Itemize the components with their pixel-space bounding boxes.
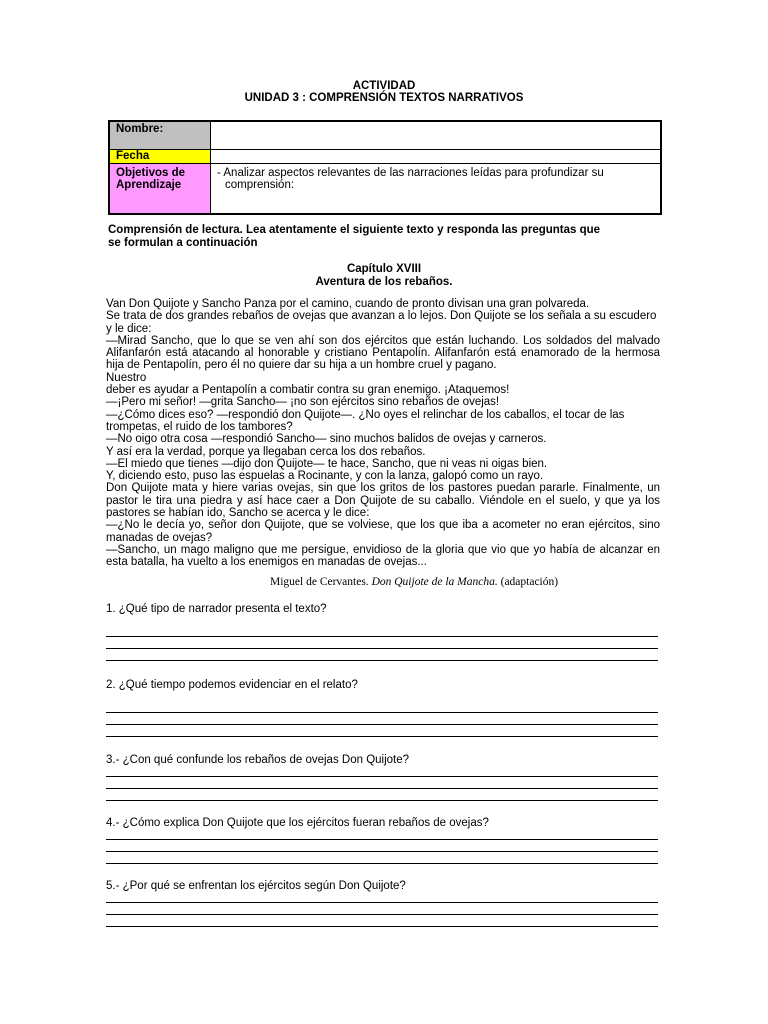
answer-line[interactable]	[106, 800, 658, 801]
answer-line[interactable]	[106, 648, 658, 649]
answer-line[interactable]	[106, 788, 658, 789]
chapter-subtitle: Aventura de los rebaños.	[315, 276, 453, 288]
question-3: 3.- ¿Con qué confunde los rebaños de ovejas Don Quijote?	[106, 754, 410, 766]
answer-line[interactable]	[106, 914, 658, 915]
answer-line[interactable]	[106, 724, 658, 725]
answer-line[interactable]	[106, 660, 658, 661]
student-info-table	[108, 120, 662, 215]
objectives-label-line2: Aprendizaje	[116, 179, 182, 191]
objectives-text-line1: - Analizar aspectos relevantes de las narraciones leídas para profundizar su	[217, 167, 604, 179]
answer-line[interactable]	[106, 926, 658, 927]
answer-line[interactable]	[106, 636, 658, 637]
instructions-line1: Comprensión de lectura. Lea atentamente el siguiente texto y responda las preguntas que	[108, 224, 601, 236]
citation-author: Miguel de Cervantes.	[270, 576, 369, 588]
objectives-label-line1: Objetivos de	[116, 167, 186, 179]
answer-line[interactable]	[106, 851, 658, 852]
instructions-line2: se formulan a continuación	[108, 237, 258, 249]
story-paragraph: —¿Cómo dices eso? —respondió don Quijote—. ¿No oyes el relinchar de los caballos, el tocar de las trompetas, el ruido de los tambores?	[106, 408, 625, 433]
question-5: 5.- ¿Por qué se enfrentan los ejércitos según Don Quijote?	[106, 880, 406, 892]
reading-instructions	[108, 224, 664, 250]
story-paragraph: —El miedo que tienes —dijo don Quijote— te hace, Sancho, que ni veas ni oigas bien.	[106, 457, 548, 470]
answer-lines-1[interactable]	[106, 636, 658, 672]
story-paragraph: Nuestro	[106, 371, 147, 384]
date-label: Fecha	[109, 150, 211, 164]
story-text	[106, 298, 660, 569]
story-paragraph: Se trata de dos grandes rebaños de ovejas que avanzan a lo lejos. Don Quijote se los señala a su escudero y le dice:	[106, 310, 657, 335]
worksheet-title: ACTIVIDAD	[352, 80, 416, 92]
objectives-label	[109, 164, 211, 215]
date-field[interactable]	[211, 150, 662, 164]
question-2: 2. ¿Qué tiempo podemos evidenciar en el relato?	[106, 679, 358, 691]
answer-line[interactable]	[106, 902, 658, 903]
story-paragraph: —Mirad Sancho, que lo que se ven ahí son dos ejércitos que están luchando. Los soldados del malvado Alifanfarón está atacando al honorable y cristiano Pentapolín. Alifanfarón está enamorado de la hermosa hija de Pentapolín, pero él no quiere dar su hija a un hombre cruel y pagano.	[106, 334, 660, 372]
answer-lines-5[interactable]	[106, 902, 658, 938]
citation-note: (adaptación)	[500, 576, 559, 588]
story-paragraph: Don Quijote mata y hiere varias ovejas, sin que los gritos de los pastores puedan pararle. Finalmente, un pastor le tira una piedra y así hace caer a Don Quijote de su caballo. Viéndole en el suelo, y que ya los pastores se habían ido, Sancho se acerca y le dice:	[106, 482, 660, 520]
answer-lines-3[interactable]	[106, 776, 658, 812]
answer-line[interactable]	[106, 736, 658, 737]
chapter-title: Capítulo XVIII	[346, 263, 422, 275]
name-field[interactable]	[211, 121, 662, 150]
answer-lines-4[interactable]	[106, 839, 658, 875]
story-paragraph: Van Don Quijote y Sancho Panza por el camino, cuando de pronto divisan una gran polvareda.	[106, 298, 590, 310]
answer-line[interactable]	[106, 863, 658, 864]
question-4: 4.- ¿Cómo explica Don Quijote que los ejércitos fueran rebaños de ovejas?	[106, 817, 489, 829]
objectives-text	[211, 164, 662, 215]
name-label: Nombre:	[109, 121, 211, 150]
worksheet-subtitle: UNIDAD 3 : COMPRENSIÓN TEXTOS NARRATIVOS	[244, 92, 524, 104]
story-paragraph: —No oigo otra cosa —respondió Sancho— sino muchos balidos de ovejas y carneros.	[106, 433, 547, 446]
citation-work: Don Quijote de la Mancha.	[371, 576, 498, 588]
objectives-text-line2: comprensión:	[225, 179, 295, 191]
story-paragraph: —¿No le decía yo, señor don Quijote, que se volviese, que los que iba a acometer no eran ejércitos, sino manadas de ovejas?	[106, 519, 660, 544]
answer-line[interactable]	[106, 839, 658, 840]
story-paragraph: Y, diciendo esto, puso las espuelas a Rocinante, y con la lanza, galopó como un rayo.	[106, 470, 544, 483]
question-1: 1. ¿Qué tipo de narrador presenta el texto?	[106, 603, 327, 615]
story-paragraph: Y así era la verdad, porque ya llegaban cerca los dos rebaños.	[106, 445, 426, 458]
answer-lines-2[interactable]	[106, 712, 658, 748]
answer-line[interactable]	[106, 776, 658, 777]
story-paragraph: deber es ayudar a Pentapolín a combatir contra su gran enemigo. ¡Ataquemos!	[106, 384, 510, 397]
answer-line[interactable]	[106, 712, 658, 713]
story-paragraph: —Sancho, un mago maligno que me persigue, envidioso de la gloria que vio que yo había de alcanzar en esta batalla, ha vuelto a los enemigos en manadas de ovejas...	[106, 543, 660, 569]
story-paragraph: —¡Pero mi señor! —grita Sancho— ¡no son ejércitos sino rebaños de ovejas!	[106, 396, 500, 409]
citation	[270, 576, 558, 589]
